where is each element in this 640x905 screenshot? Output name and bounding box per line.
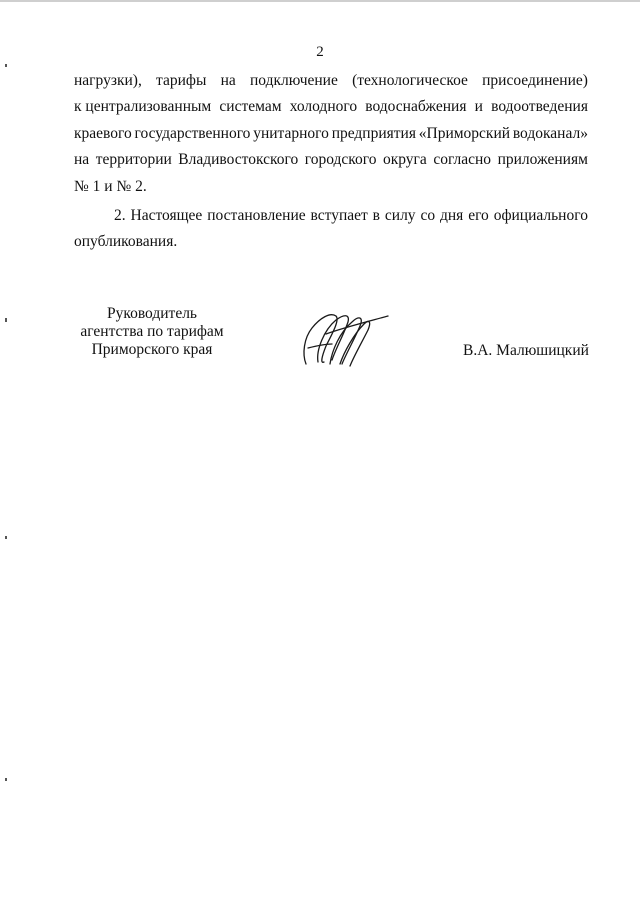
page-number: 2 bbox=[316, 44, 324, 60]
handwritten-signature-icon bbox=[296, 304, 392, 370]
word: подключение bbox=[249, 72, 338, 89]
signatory-name: В.А. Малюшицкий bbox=[463, 342, 589, 359]
word: городского bbox=[304, 151, 377, 169]
word: государственного bbox=[134, 124, 251, 142]
word: на bbox=[74, 151, 90, 169]
word: № 1 и № 2. bbox=[74, 177, 147, 195]
word: согласно bbox=[433, 151, 492, 169]
word: «Приморский bbox=[418, 124, 511, 142]
word: Настоящее bbox=[130, 206, 203, 224]
word: присоединение) bbox=[482, 72, 588, 89]
signatory-position bbox=[72, 305, 232, 359]
word: округа bbox=[382, 151, 427, 169]
paragraph-1-line-1 bbox=[74, 68, 588, 94]
paragraph-1-line-2 bbox=[74, 94, 588, 120]
word: к централизованным bbox=[74, 98, 212, 116]
word: холодного bbox=[289, 98, 358, 116]
word: опубликования. bbox=[74, 233, 178, 251]
word: на bbox=[220, 72, 236, 89]
word: и bbox=[474, 98, 483, 116]
word: системам bbox=[219, 98, 282, 116]
word: его bbox=[468, 206, 489, 224]
word: нагрузки), bbox=[74, 72, 142, 89]
word: приложениям bbox=[497, 151, 588, 169]
word: Владивостокского bbox=[178, 151, 299, 169]
body-text bbox=[74, 68, 588, 256]
word: водоканал» bbox=[512, 124, 588, 142]
signatory-position-line: Руководитель bbox=[106, 305, 198, 322]
word: краевого bbox=[74, 124, 132, 142]
word: постановление bbox=[207, 206, 306, 224]
scan-margin-mark bbox=[5, 778, 7, 781]
signatory-position-line: агентства по тарифам bbox=[80, 323, 224, 340]
word: (технологическое bbox=[352, 72, 468, 89]
paragraph-2-line-2 bbox=[74, 229, 588, 255]
scan-margin-mark bbox=[5, 536, 7, 539]
word: дня bbox=[439, 206, 464, 224]
word: в bbox=[372, 206, 380, 224]
word: 2. bbox=[114, 206, 126, 224]
word: водоотведения bbox=[491, 98, 588, 116]
signatory-position-line: Приморского края bbox=[91, 341, 213, 358]
word: силу bbox=[384, 206, 416, 224]
scan-top-edge bbox=[0, 0, 640, 2]
paragraph-1-line-3 bbox=[74, 121, 588, 147]
word: унитарного bbox=[253, 124, 329, 142]
paragraph-2-line-1 bbox=[74, 203, 588, 229]
word: вступает bbox=[310, 206, 368, 224]
paragraph-1-line-5 bbox=[74, 174, 588, 200]
word: официального bbox=[493, 206, 588, 224]
paragraph-1-line-4 bbox=[74, 147, 588, 173]
word: предприятия bbox=[331, 124, 416, 142]
word: тарифы bbox=[156, 72, 207, 89]
word: территории bbox=[95, 151, 172, 169]
word: со bbox=[420, 206, 436, 224]
scan-margin-mark bbox=[5, 318, 7, 322]
scan-margin-mark bbox=[5, 64, 7, 67]
word: водоснабжения bbox=[365, 98, 467, 116]
